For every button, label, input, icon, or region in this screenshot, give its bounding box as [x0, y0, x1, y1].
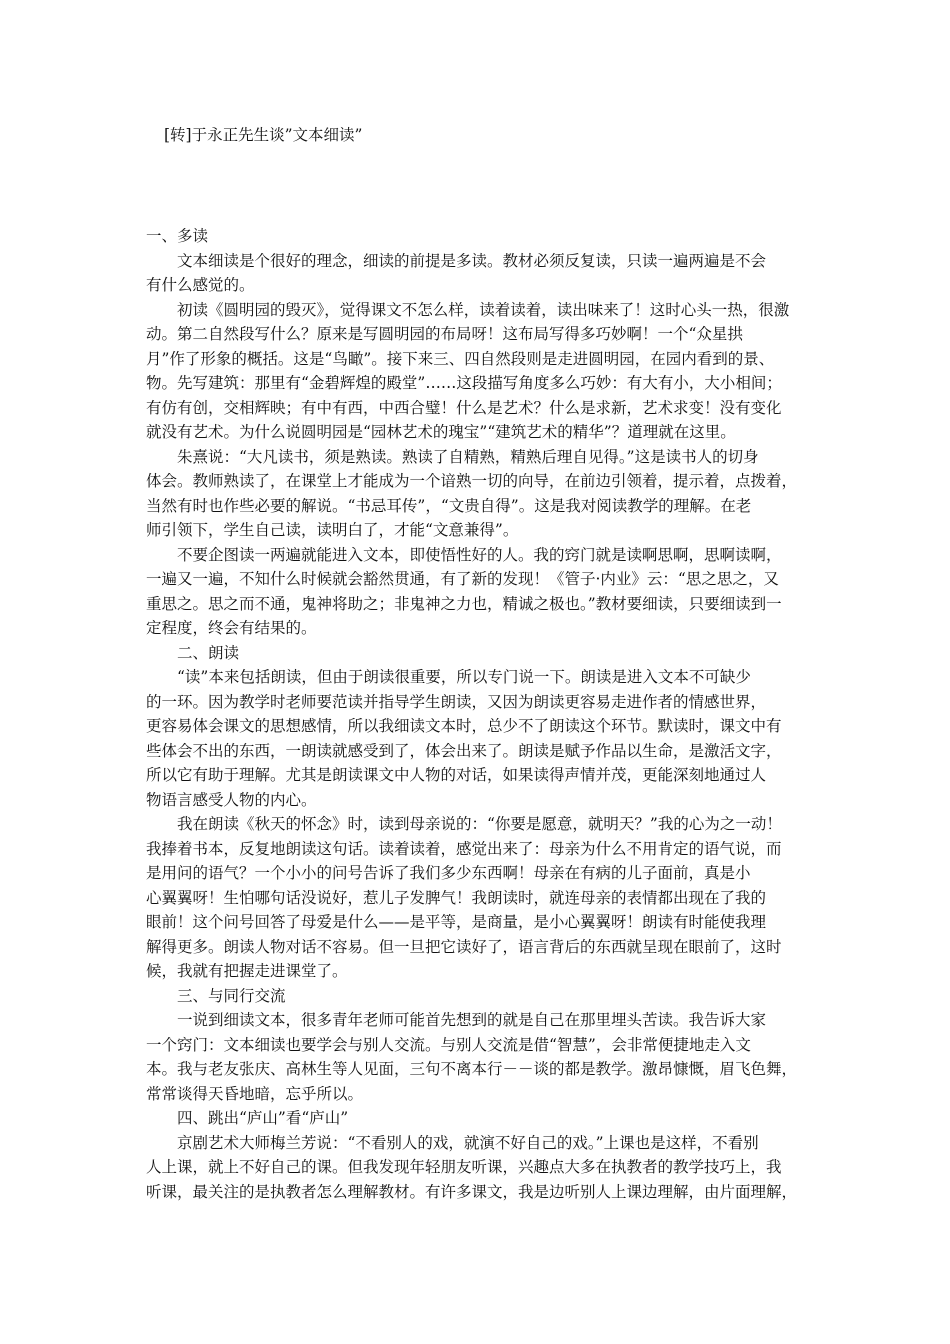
paragraph-line: 候，我就有把握走进课堂了。: [146, 962, 348, 980]
paragraph-line: 听课，最关注的是执教者怎么理解教材。有许多课文，我是边听别人上课边理解，由片面理解，: [146, 1182, 798, 1201]
paragraph-line: 更容易体会课文的思想感情，所以我细读文本时，总少不了朗读这个环节。默读时，课文中有: [146, 717, 782, 735]
paragraph-line: 些体会不出的东西，一朗读就感受到了，体会出来了。朗读是赋予作品以生命，是激活文字，: [146, 741, 782, 760]
paragraph: [146, 298, 814, 445]
paragraph-line: 京剧艺术大师梅兰芳说：“不看别人的戏，就演不好自己的戏。”上课也是这样，不看别: [146, 1133, 759, 1152]
paragraph-line: “读”本来包括朗读，但由于朗读很重要，所以专门说一下。朗读是进入文本不可缺少: [146, 668, 751, 686]
section-heading: 一、多读: [146, 227, 209, 245]
paragraph-line: 初读《圆明园的毁灭》，觉得课文不怎么样，读着读着，读出味来了！这时心头一热，很激: [146, 300, 790, 319]
paragraph-line: 朱熹说：“大凡读书，须是熟读。熟读了自精熟，精熟后理自见得。”这是读书人的切身: [146, 447, 759, 466]
paragraph-line: 文本细读是个很好的理念，细读的前提是多读。教材必须反复读，只读一遍两遍是不会: [146, 251, 767, 270]
paragraph: [146, 1008, 814, 1106]
paragraph: [146, 445, 814, 543]
paragraph-line: 心翼翼呀！生怕哪句话没说好，惹儿子发脾气！我朗读时，就连母亲的表情都出现在了我的: [146, 888, 767, 907]
paragraph: [146, 1131, 814, 1205]
paragraph-line: 月”作了形象的概括。这是“鸟瞰”。接下来三、四自然段则是走进圆明园，在园内看到的景、: [146, 349, 775, 368]
paragraph-line: 有仿有创，交相辉映；有中有西，中西合璧！什么是艺术？什么是求新，艺术求变！没有变化: [146, 398, 782, 417]
paragraph-line: 的一环。因为教学时老师要范读并指导学生朗读，又因为朗读更容易走进作者的情感世界，: [146, 692, 767, 711]
paragraph-line: 重思之。思之而不通，鬼神将助之；非鬼神之力也，精诚之极也。”教材要细读，只要细读到一: [146, 594, 782, 613]
section-heading: 二、朗读: [146, 643, 240, 662]
paragraph: [146, 812, 814, 984]
paragraph-line: 人上课，就上不好自己的课。但我发现年轻朋友听课，兴趣点大多在执教者的教学技巧上，我: [146, 1158, 782, 1176]
paragraph-line: 当然有时也作些必要的解说。“书忌耳传”，“文贵自得”。这是我对阅读教学的理解。在老: [146, 496, 752, 515]
paragraph-line: 一说到细读文本，很多青年老师可能首先想到的就是自己在那里埋头苦读。我告诉大家: [146, 1011, 767, 1029]
document-body: [146, 224, 814, 1204]
paragraph: [146, 543, 814, 641]
paragraph: [146, 665, 814, 812]
paragraph-line: 解得更多。朗读人物对话不容易。但一旦把它读好了，语言背后的东西就呈现在眼前了，这时: [146, 937, 782, 956]
paragraph-line: 师引领下，学生自己读，读明白了，才能“文意兼得”。: [146, 521, 519, 539]
paragraph-line: 物。先写建筑：那里有“金碧辉煌的殿堂”……这段描写角度多么巧妙：有大有小，大小相间；: [146, 374, 782, 392]
section-heading: 四、跳出“庐山”看“庐山”: [146, 1109, 349, 1127]
paragraph-line: 动。第二自然段写什么？原来是写圆明园的布局呀！这布局写得多巧妙啊！一个“众星拱: [146, 325, 743, 343]
paragraph-line: 体会。教师熟读了，在课堂上才能成为一个谙熟一切的向导，在前边引领着，提示着，点拨着，: [146, 472, 798, 490]
paragraph-line: 我在朗读《秋天的怀念》时，读到母亲说的：“你要是愿意，就明天？”我的心为之一动！: [146, 815, 782, 833]
paragraph-line: 常常谈得天昏地暗，忘乎所以。: [146, 1084, 364, 1103]
paragraph-line: 定程度，终会有结果的。: [146, 619, 317, 637]
paragraph-line: 所以它有助于理解。尤其是朗读课文中人物的对话，如果读得声情并茂，更能深刻地通过人: [146, 766, 767, 784]
paragraph-line: 就没有艺术。为什么说圆明园是“园林艺术的瑰宝”“建筑艺术的精华”？道理就在这里。: [146, 423, 736, 441]
paragraph-line: 本。我与老友张庆、高林生等人见面，三句不离本行－－谈的都是教学。激昂慷慨，眉飞色舞，: [146, 1060, 798, 1078]
paragraph-line: 一个窍门：文本细读也要学会与别人交流。与别人交流是借“智慧”，会非常便捷地走入文: [146, 1035, 751, 1054]
paragraph-line: 眼前！这个问号回答了母爱是什么——是平等，是商量，是小心翼翼呀！朗读有时能使我理: [146, 913, 767, 931]
paragraph-line: 一遍又一遍，不知什么时候就会豁然贯通，有了新的发现！《管子·内业》云：“思之思之，又: [146, 570, 779, 588]
paragraph-line: 不要企图读一两遍就能进入文本，即使悟性好的人。我的窍门就是读啊思啊，思啊读啊，: [146, 545, 782, 564]
section-heading: 三、与同行交流: [146, 986, 286, 1005]
document-title: [转]于永正先生谈”文本细读”: [164, 126, 363, 144]
paragraph-line: 物语言感受人物的内心。: [146, 790, 317, 809]
paragraph: [146, 249, 814, 298]
paragraph-line: 我捧着书本，反复地朗读这句话。读着读着，感觉出来了：母亲为什么不用肯定的语气说，而: [146, 839, 782, 858]
paragraph-line: 是用问的语气？一个小小的问号告诉了我们多少东西啊！母亲在有病的儿子面前，真是小: [146, 864, 751, 882]
paragraph-line: 有什么感觉的。: [146, 276, 255, 294]
